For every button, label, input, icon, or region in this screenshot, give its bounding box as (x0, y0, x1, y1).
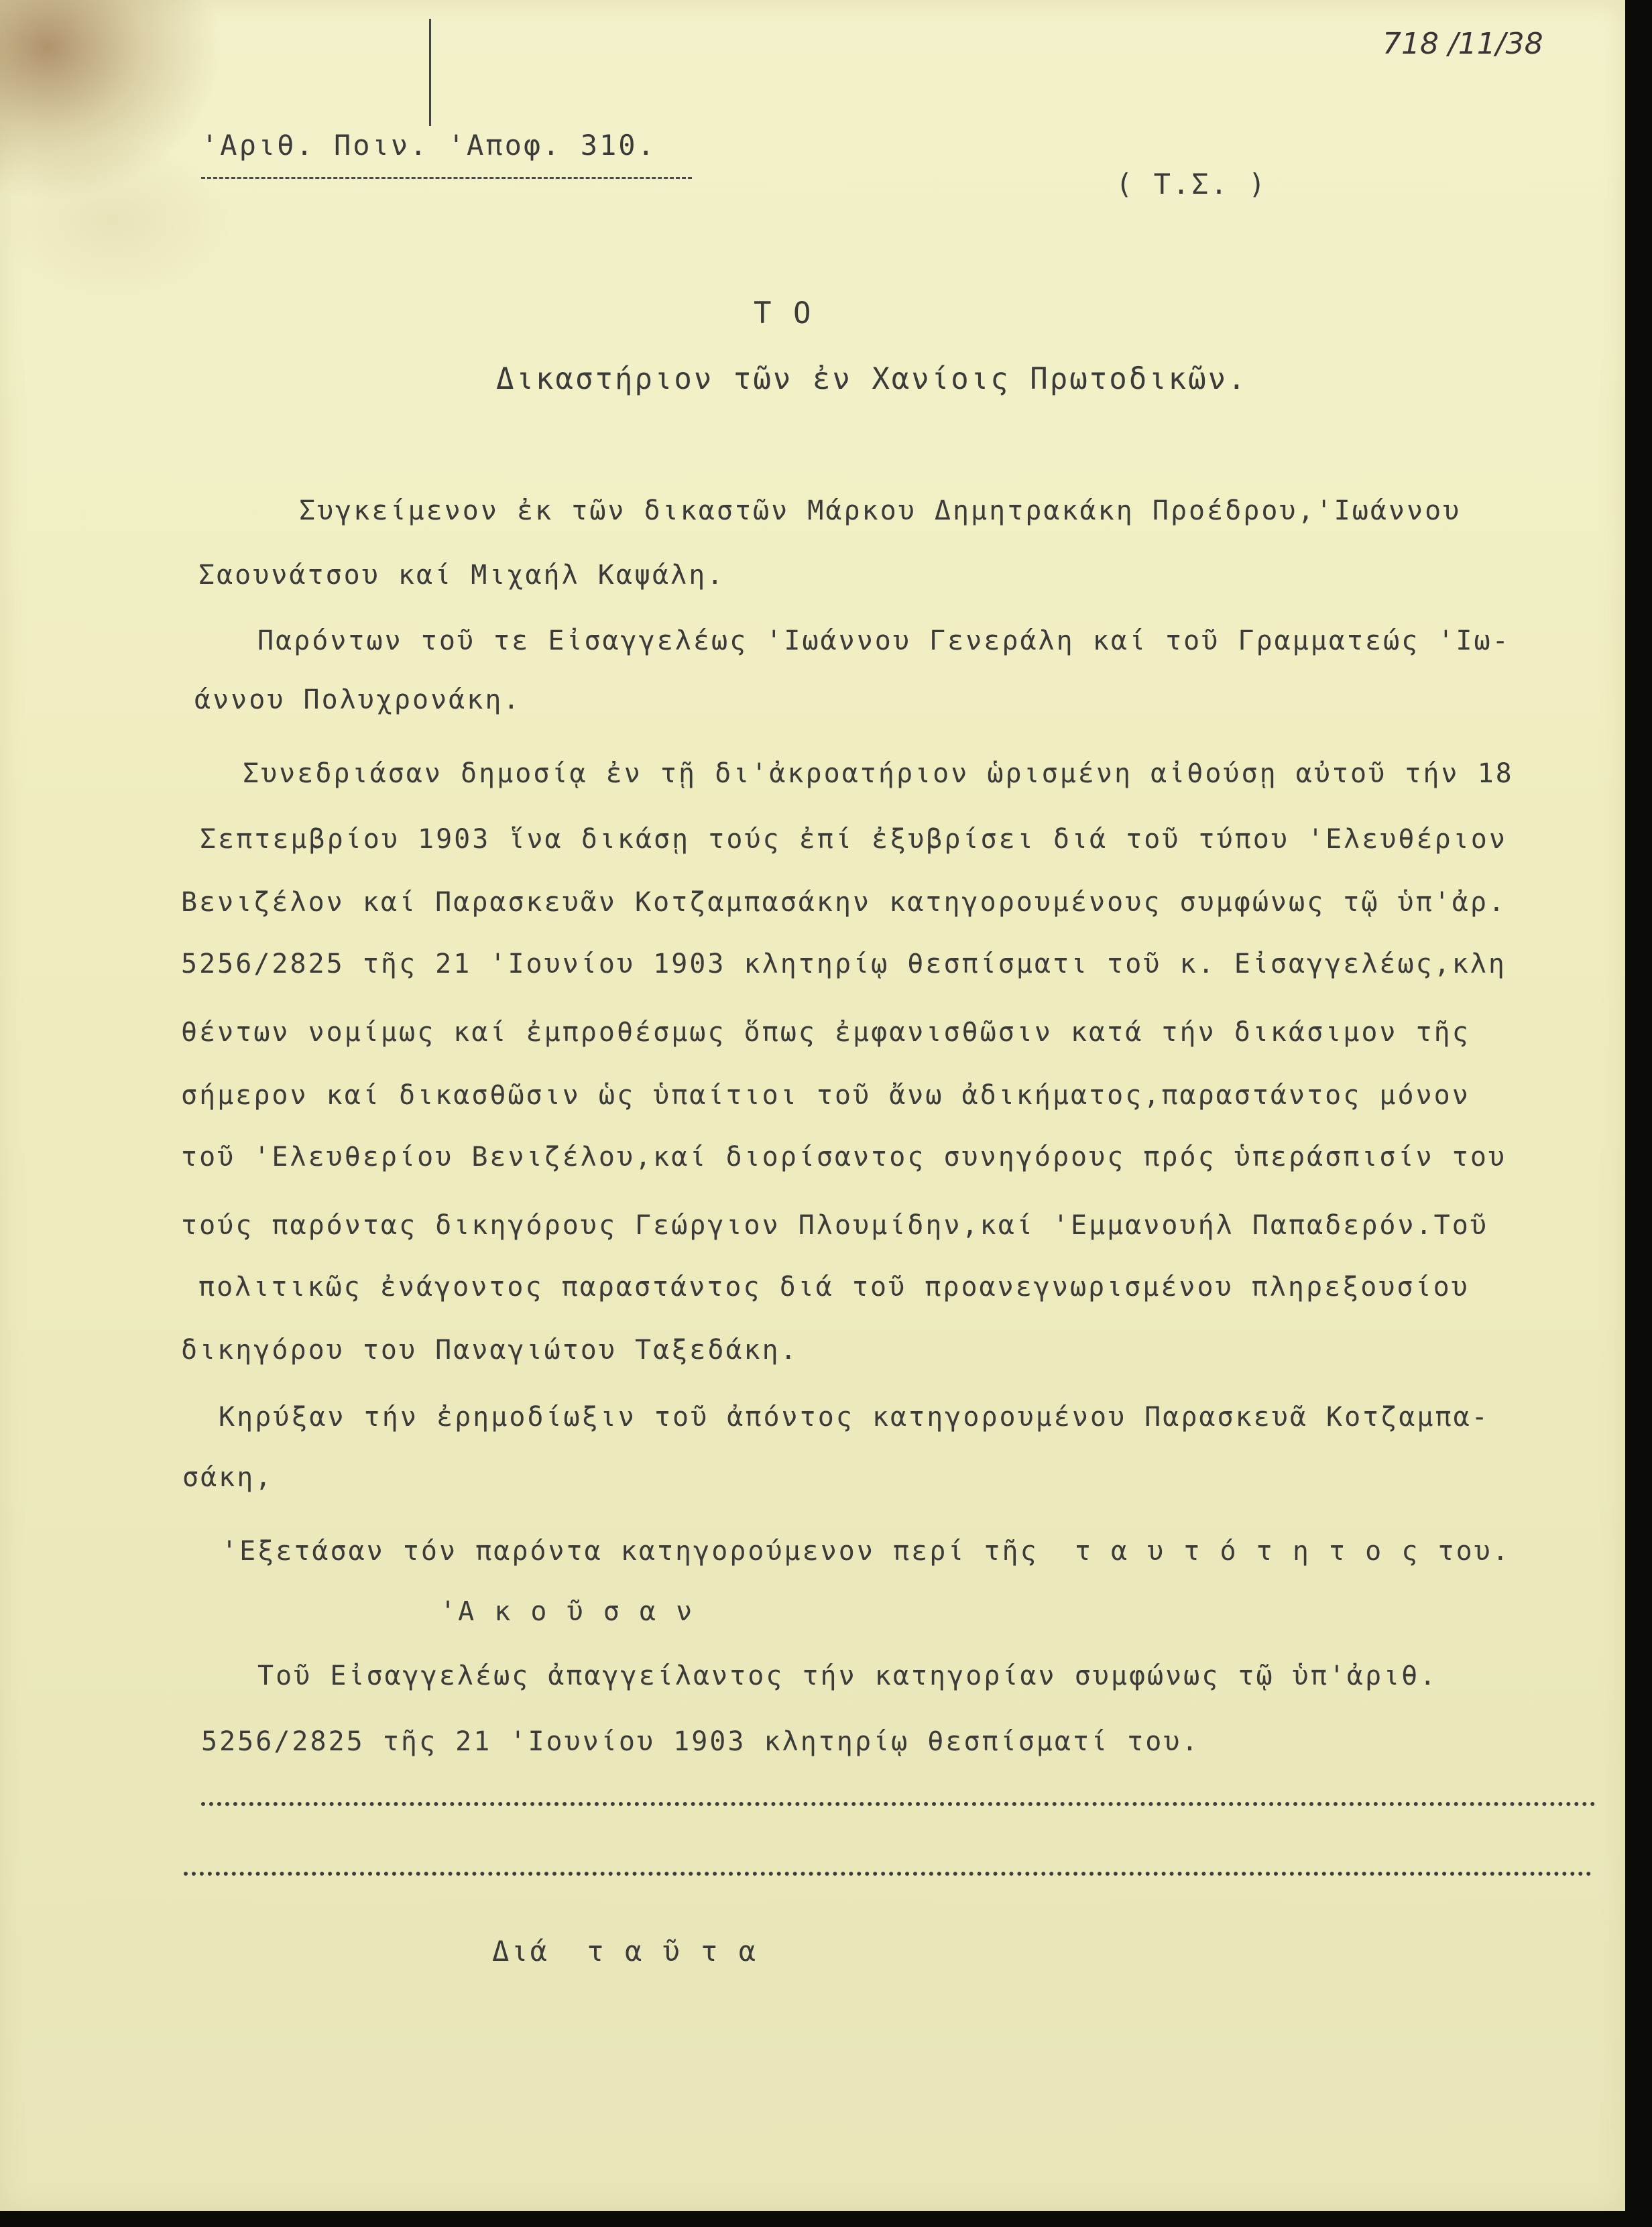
body-line-1: Συγκείμενον ἐκ τῶν δικαστῶν Μάρκου Δημητρακάκη Προέδρου,'Ιωάννου (299, 495, 1462, 526)
elision-dots-1 (201, 1802, 1596, 1806)
case-reference: 'Αριθ. Ποιν. 'Αποφ. 310. (201, 129, 656, 162)
body-line-19: Τοῦ Εἰσαγγελέως ἀπαγγείλαντος τήν κατηγορίαν συμφώνως τῷ ὑπ'ἀριθ. (257, 1661, 1438, 1691)
body-line-11: τοῦ 'Ελευθερίου Βενιζέλου,καί διορίσαντος συνηγόρους πρός ὑπεράσπισίν του (181, 1142, 1507, 1172)
body-line-10: σήμερον καί δικασθῶσιν ὡς ὑπαίτιοι τοῦ ἄνω ἀδικήματος,παραστάντος μόνον (181, 1080, 1470, 1111)
body-line-3: Παρόντων τοῦ τε Εἰσαγγελέως 'Ιωάννου Γενεράλη καί τοῦ Γραμματεώς 'Ιω- (257, 625, 1511, 656)
archive-reference-number: 718 /11/38 (1382, 27, 1543, 61)
seal-note: ( Τ.Σ. ) (1116, 168, 1268, 200)
body-line-12: τούς παρόντας δικηγόρους Γεώργιον Πλουμίδην,καί 'Εμμανουήλ Παπαδερόν.Τοῦ (181, 1210, 1488, 1241)
body-line-20: 5256/2825 τῆς 21 'Ιουνίου 1903 κλητηρίῳ θεσπίσματί του. (201, 1726, 1200, 1757)
body-line-8: 5256/2825 τῆς 21 'Ιουνίου 1903 κλητηρίῳ θεσπίσματι τοῦ κ. Εἰσαγγελέως,κλη (181, 949, 1507, 979)
body-line-18: 'Α κ ο ῦ σ α ν (440, 1596, 695, 1627)
margin-tick (429, 19, 431, 126)
body-line-7: Βενιζέλον καί Παρασκευᾶν Κοτζαμπασάκην κατηγορουμένους συμφώνως τῷ ὑπ'ἀρ. (181, 887, 1507, 918)
elision-dots-2 (184, 1872, 1592, 1876)
body-line-6: Σεπτεμβρίου 1903 ἵνα δικάσῃ τούς ἐπί ἐξυβρίσει διά τοῦ τύπου 'Ελευθέριον (200, 824, 1507, 855)
body-line-9: θέντων νομίμως καί ἐμπροθέσμως ὅπως ἐμφανισθῶσιν κατά τήν δικάσιμον τῆς (181, 1017, 1470, 1048)
closing-phrase: Διά τ α ῦ τ α (492, 1935, 758, 1968)
reference-underline (201, 177, 692, 179)
body-line-16: σάκη, (182, 1462, 274, 1493)
court-name: Δικαστήριον τῶν ἐν Χανίοις Πρωτοδικῶν. (496, 362, 1248, 396)
body-line-15: Κηρύξαν τήν ἐρημοδίωξιν τοῦ ἀπόντος κατηγορουμένου Παρασκευᾶ Κοτζαμπα- (219, 1402, 1490, 1433)
body-line-4: άννου Πολυχρονάκη. (194, 684, 522, 715)
body-line-5: Συνεδριάσαν δημοσίᾳ ἐν τῇ δι'ἀκροατήριον ὡρισμένη αἰθούσῃ αὐτοῦ τήν 18 (243, 758, 1514, 789)
body-line-17: 'Εξετάσαν τόν παρόντα κατηγορούμενον περί τῆς τ α υ τ ό τ η τ ο ς του. (221, 1536, 1511, 1567)
body-line-14: δικηγόρου του Παναγιώτου Ταξεδάκη. (181, 1335, 799, 1366)
body-line-2: Σαουνάτσου καί Μιχαήλ Καψάλη. (198, 560, 725, 591)
body-line-13: πολιτικῶς ἐνάγοντος παραστάντος διά τοῦ προανεγνωρισμένου πληρεξουσίου (198, 1272, 1470, 1303)
court-title-article: Τ Ο (754, 296, 813, 330)
